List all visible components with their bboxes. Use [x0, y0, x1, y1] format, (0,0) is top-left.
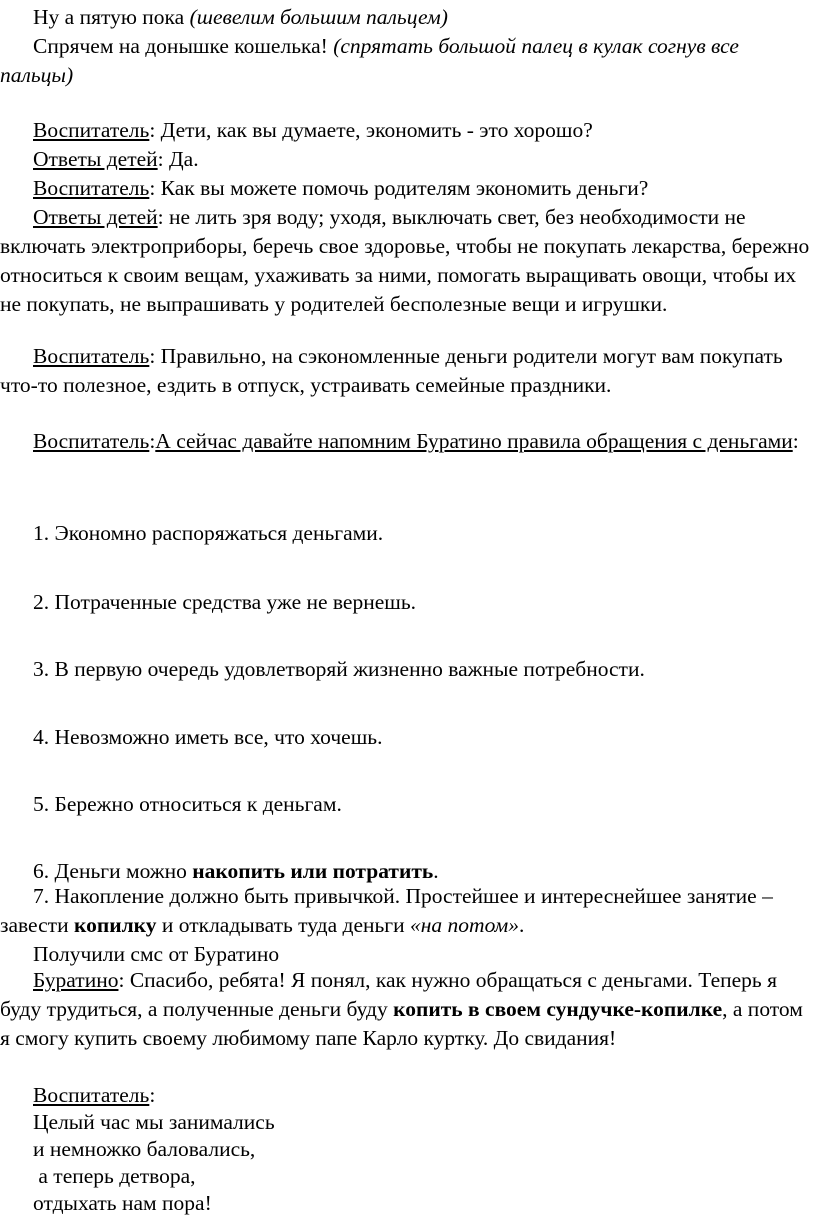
rule-7-end: .	[519, 913, 525, 937]
rules-intro-text: А сейчас давайте напомним Буратино правила обращения с деньгами	[155, 429, 793, 453]
speaker-label: Воспитатель	[33, 344, 150, 368]
dialogue-text: Правильно, на сэкономленные деньги родители могут вам покупать что-то полезное, ездить в отпуск, устраивать семейные праздники.	[0, 344, 783, 397]
dialogue-line	[0, 203, 816, 319]
intro-line-1-text: Ну а пятую пока	[33, 5, 190, 29]
intro-line-1-note: (шевелим большим пальцем)	[189, 5, 448, 29]
speaker-separator: :	[149, 176, 161, 200]
intro-line-1	[0, 3, 816, 32]
speaker-separator: :	[118, 968, 130, 992]
poem-line: а теперь детвора,	[33, 1164, 196, 1188]
speaker-separator: :	[149, 118, 161, 142]
speaker-label: Ответы детей	[33, 147, 158, 171]
speaker-label: Воспитатель	[33, 429, 150, 453]
rule-item: 2. Потраченные средства уже не вернешь.	[33, 590, 417, 614]
speaker-separator: :	[149, 429, 156, 453]
speaker-label: Буратино	[33, 968, 119, 992]
buratino-line	[0, 966, 816, 1053]
speaker-separator: :	[157, 147, 169, 171]
dialogue-text: Дети, как вы думаете, экономить - это хорошо?	[160, 118, 593, 142]
poem-line: отдыхать нам пора!	[33, 1191, 212, 1215]
rule-7-text-2: и откладывать туда деньги	[156, 913, 411, 937]
rule-item: 5. Бережно относиться к деньгам.	[33, 792, 342, 816]
rule-item: 1. Экономно распоряжаться деньгами.	[33, 521, 384, 545]
intro-line-2	[0, 32, 816, 90]
sms-line: Получили смс от Буратино	[33, 942, 280, 966]
rule-item: 4. Невозможно иметь все, что хочешь.	[33, 725, 383, 749]
rule-7-text: 7. Накопление должно быть привычкой. Простейшее и интереснейшее занятие – завести	[0, 884, 773, 937]
rules-intro	[0, 427, 816, 456]
buratino-emphasis: копить в своем сундучке-копилке	[393, 997, 723, 1021]
closing-speaker-line	[0, 1081, 816, 1110]
rule-item: 3. В первую очередь удовлетворяй жизненно важные потребности.	[33, 657, 645, 681]
speaker-label: Воспитатель	[33, 1083, 150, 1107]
speaker-label: Ответы детей	[33, 205, 158, 229]
speaker-label: Воспитатель	[33, 176, 150, 200]
intro-line-2-note: (спрятать большой палец в кулак согнув все пальцы)	[0, 34, 739, 87]
dialogue-text: Да.	[169, 147, 199, 171]
speaker-separator: :	[149, 344, 161, 368]
dialogue-text: Как вы можете помочь родителям экономить деньги?	[160, 176, 649, 200]
buratino-text: Спасибо, ребята! Я понял, как нужно обращаться с деньгами. Теперь я буду трудиться, а полученные деньги буду	[0, 968, 778, 1021]
dialogue-text: не лить зря воду; уходя, выключать свет, без необходимости не включать электроприборы, беречь свое здоровье, чтобы не покупать лекарства, бережно относиться к своим вещам, ухаживать за ними, помогать выращивать овощи, чтобы их не покупать, не выпрашивать у родителей бесполезные вещи и игрушки.	[0, 205, 810, 316]
dialogue-line	[0, 116, 816, 145]
speaker-separator: :	[149, 1083, 156, 1107]
rule-item-7	[0, 882, 816, 940]
intro-line-2-text: Спрячем на донышке кошелька!	[33, 34, 334, 58]
speaker-separator: :	[157, 205, 169, 229]
speaker-label: Воспитатель	[33, 118, 150, 142]
rule-6-emphasis: накопить или потратить	[192, 859, 434, 883]
poem-line: Целый час мы занимались	[33, 1110, 275, 1134]
dialogue-line	[0, 342, 816, 400]
dialogue-line	[0, 145, 816, 174]
rule-6-end: .	[433, 859, 439, 883]
rule-6-text: 6. Деньги можно	[33, 859, 193, 883]
rule-7-emphasis: копилку	[73, 913, 157, 937]
rules-intro-end: :	[792, 429, 799, 453]
poem-line: и немножко баловались,	[33, 1137, 256, 1161]
buratino-text-2: , а потом я смогу купить своему любимому папе Карло куртку. До свидания!	[0, 997, 803, 1050]
dialogue-line	[0, 174, 816, 203]
rule-7-italic: «на потом»	[410, 913, 519, 937]
